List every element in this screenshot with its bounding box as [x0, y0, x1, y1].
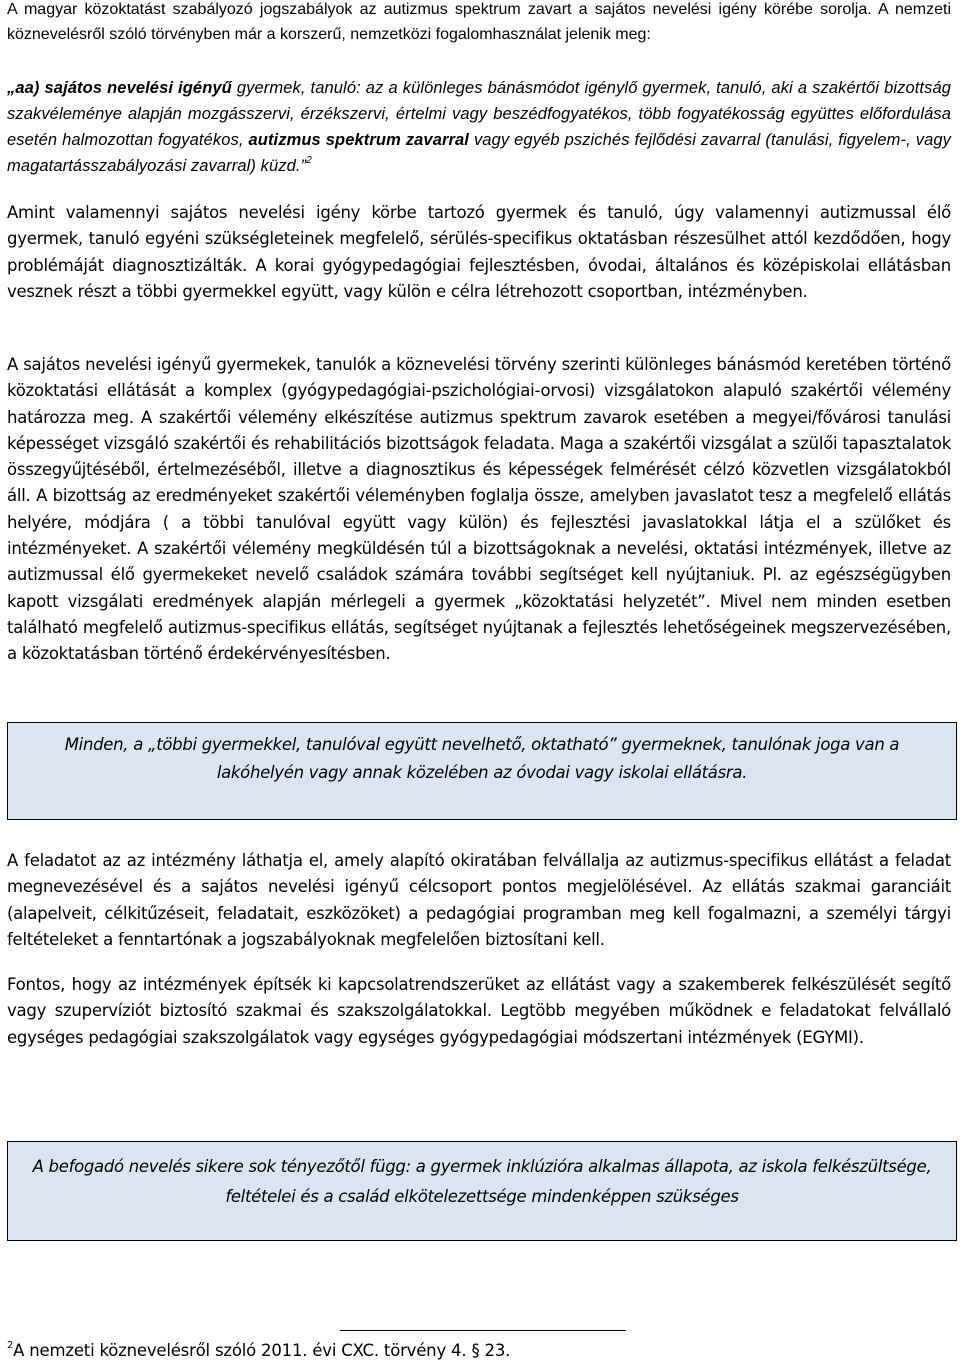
definition-text-1: gyermek, tanuló: az a különleges bánásmódot igénylő gyermek, tanuló, aki a szakértői bizottság szakvéleménye alapján mozgásszervi, érzékszervi, értelmi vagy beszédfogyatékos, több fogyatékosság együttes előfordulása esetén halmozottan fogyatékos, [7, 79, 952, 149]
definition-term: aa) sajátos nevelési igényű [15, 79, 232, 97]
paragraph-3: A sajátos nevelési igényű gyermekek, tanulók a köznevelési törvény szerinti különleges bánásmód keretében történő közoktatási ellátását a komplex (gyógypedagógiai-pszichológiai-orvosi) vizsgálatokon alapuló szakértői vélemény határozza meg. A szakértői vélemény elkészítése autizmus spektrum zavarok esetében a megyei/fővárosi tanulási képességet vizsgáló szakértői és rehabilitációs bizottságok feladata. Maga a szakértői vizsgálat a szülői tapasztalatok összegyűjtéséből, értelmezéséből, illetve a diagnosztikus és képességek felmérését célzó közvetlen vizsgálatokból áll. A bizottság az eredményeket szakértői véleményben foglalja össze, amelyben javaslatot tesz a megfelelő ellátás helyére, módjára ( a többi tanulóval együtt vagy külön) és fejlesztési javaslatokkal látja el a szülőket és intézményeket. A szakértői vélemény megküldésén túl a bizottságoknak a nevelési, oktatási intézmények, illetve az autizmussal élő gyermekeket nevelő családok számára további segítséget kell nyújtaniuk. Pl. az egészségügyben kapott vizsgálati eredmények alapján mérlegeli a gyermek „közoktatási helyzetét”. Mivel nem minden esetben található megfelelő autizmus-specifikus ellátás, segítséget nyújtanak a fejlesztés lehetőségeinek megszervezésében, a közoktatásban történő érdekérvényesítésben. [7, 355, 951, 664]
paragraph-4: A feladatot az az intézmény láthatja el, amely alapító okiratában felvállalja az autizmus-specifikus ellátást a feladat megnevezésével és a sajátos nevelési igényű célcsoport pontos megjelölésével. Az ellátás szakmai garanciáit (alapelveit, célkitűzéseit, feladatait, eszközöket) a pedagógiai programban meg kell fogalmazni, a személyi tárgyi feltételeket a fenntartónak a jogszabályoknak megfelelően biztosítani kell. [7, 851, 951, 949]
paragraph-5: Fontos, hogy az intézmények építsék ki kapcsolatrendszerüket az ellátást vagy a szakemberek felkészülését segítő vagy szupervíziót biztosító szakmai és szakszolgálatokkal. Legtöbb megyében működnek e feladatokat felvállaló egységes pedagógiai szakszolgálatok vagy egységes gyógypedagógiai módszertani intézmények (EGYMI). [7, 975, 951, 1047]
footnote-number: 2 [7, 1339, 14, 1351]
intro-paragraph: A magyar közoktatást szabályozó jogszabályok az autizmus spektrum zavart a sajátos nevelési igény körébe sorolja. A nemzeti köznevelésről szóló törvényben már a korszerű, nemzetközi fogalomhasználat jelenik meg: [7, 1, 951, 43]
footnote-separator [340, 1330, 626, 1331]
law-definition-quote [7, 75, 951, 179]
definition-text-2: vagy egyéb pszichés fejlődési zavarral (tanulási, figyelem-, vagy magatartásszabályozási zavarral) küzd.” [7, 131, 951, 175]
autism-term: autizmus spektrum zavarral [248, 131, 469, 149]
quote-open: „ [7, 79, 16, 97]
footnote-text: A nemzeti köznevelésről szóló 2011. évi CXC. törvény 4. § 23. [13, 1341, 511, 1360]
highlight-text-1: Minden, a „többi gyermekkel, tanulóval együtt nevelhető, oktatható” gyermeknek, tanulónak joga van a lakóhelyén vagy annak közelében az óvodai vagy iskolai ellátásra. [64, 735, 900, 782]
footnote-reference[interactable]: 2 [306, 154, 312, 166]
paragraph-2: Amint valamennyi sajátos nevelési igény körbe tartozó gyermek és tanuló, úgy valamennyi autizmussal élő gyermek, tanuló egyéni szükségleteinek megfelelő, sérülés-specifikus oktatásban részesülhet attól kezdődően, hogy problémáját diagnosztizálták. A korai gyógypedagógiai fejlesztésben, óvodai, általános és középiskolai ellátásban vesznek részt a többi gyermekkel együtt, vagy külön e célra létrehozott csoportban, intézményben. [7, 203, 951, 301]
highlight-box-1 [7, 722, 957, 820]
highlight-box-2 [7, 1141, 957, 1241]
footnote [7, 1340, 510, 1362]
highlight-text-2: A befogadó nevelés sikere sok tényezőtől függ: a gyermek inklúzióra alkalmas állapota, az iskola felkészültsége, feltételei és a család elkötelezettsége mindenképpen szükséges [32, 1157, 932, 1206]
